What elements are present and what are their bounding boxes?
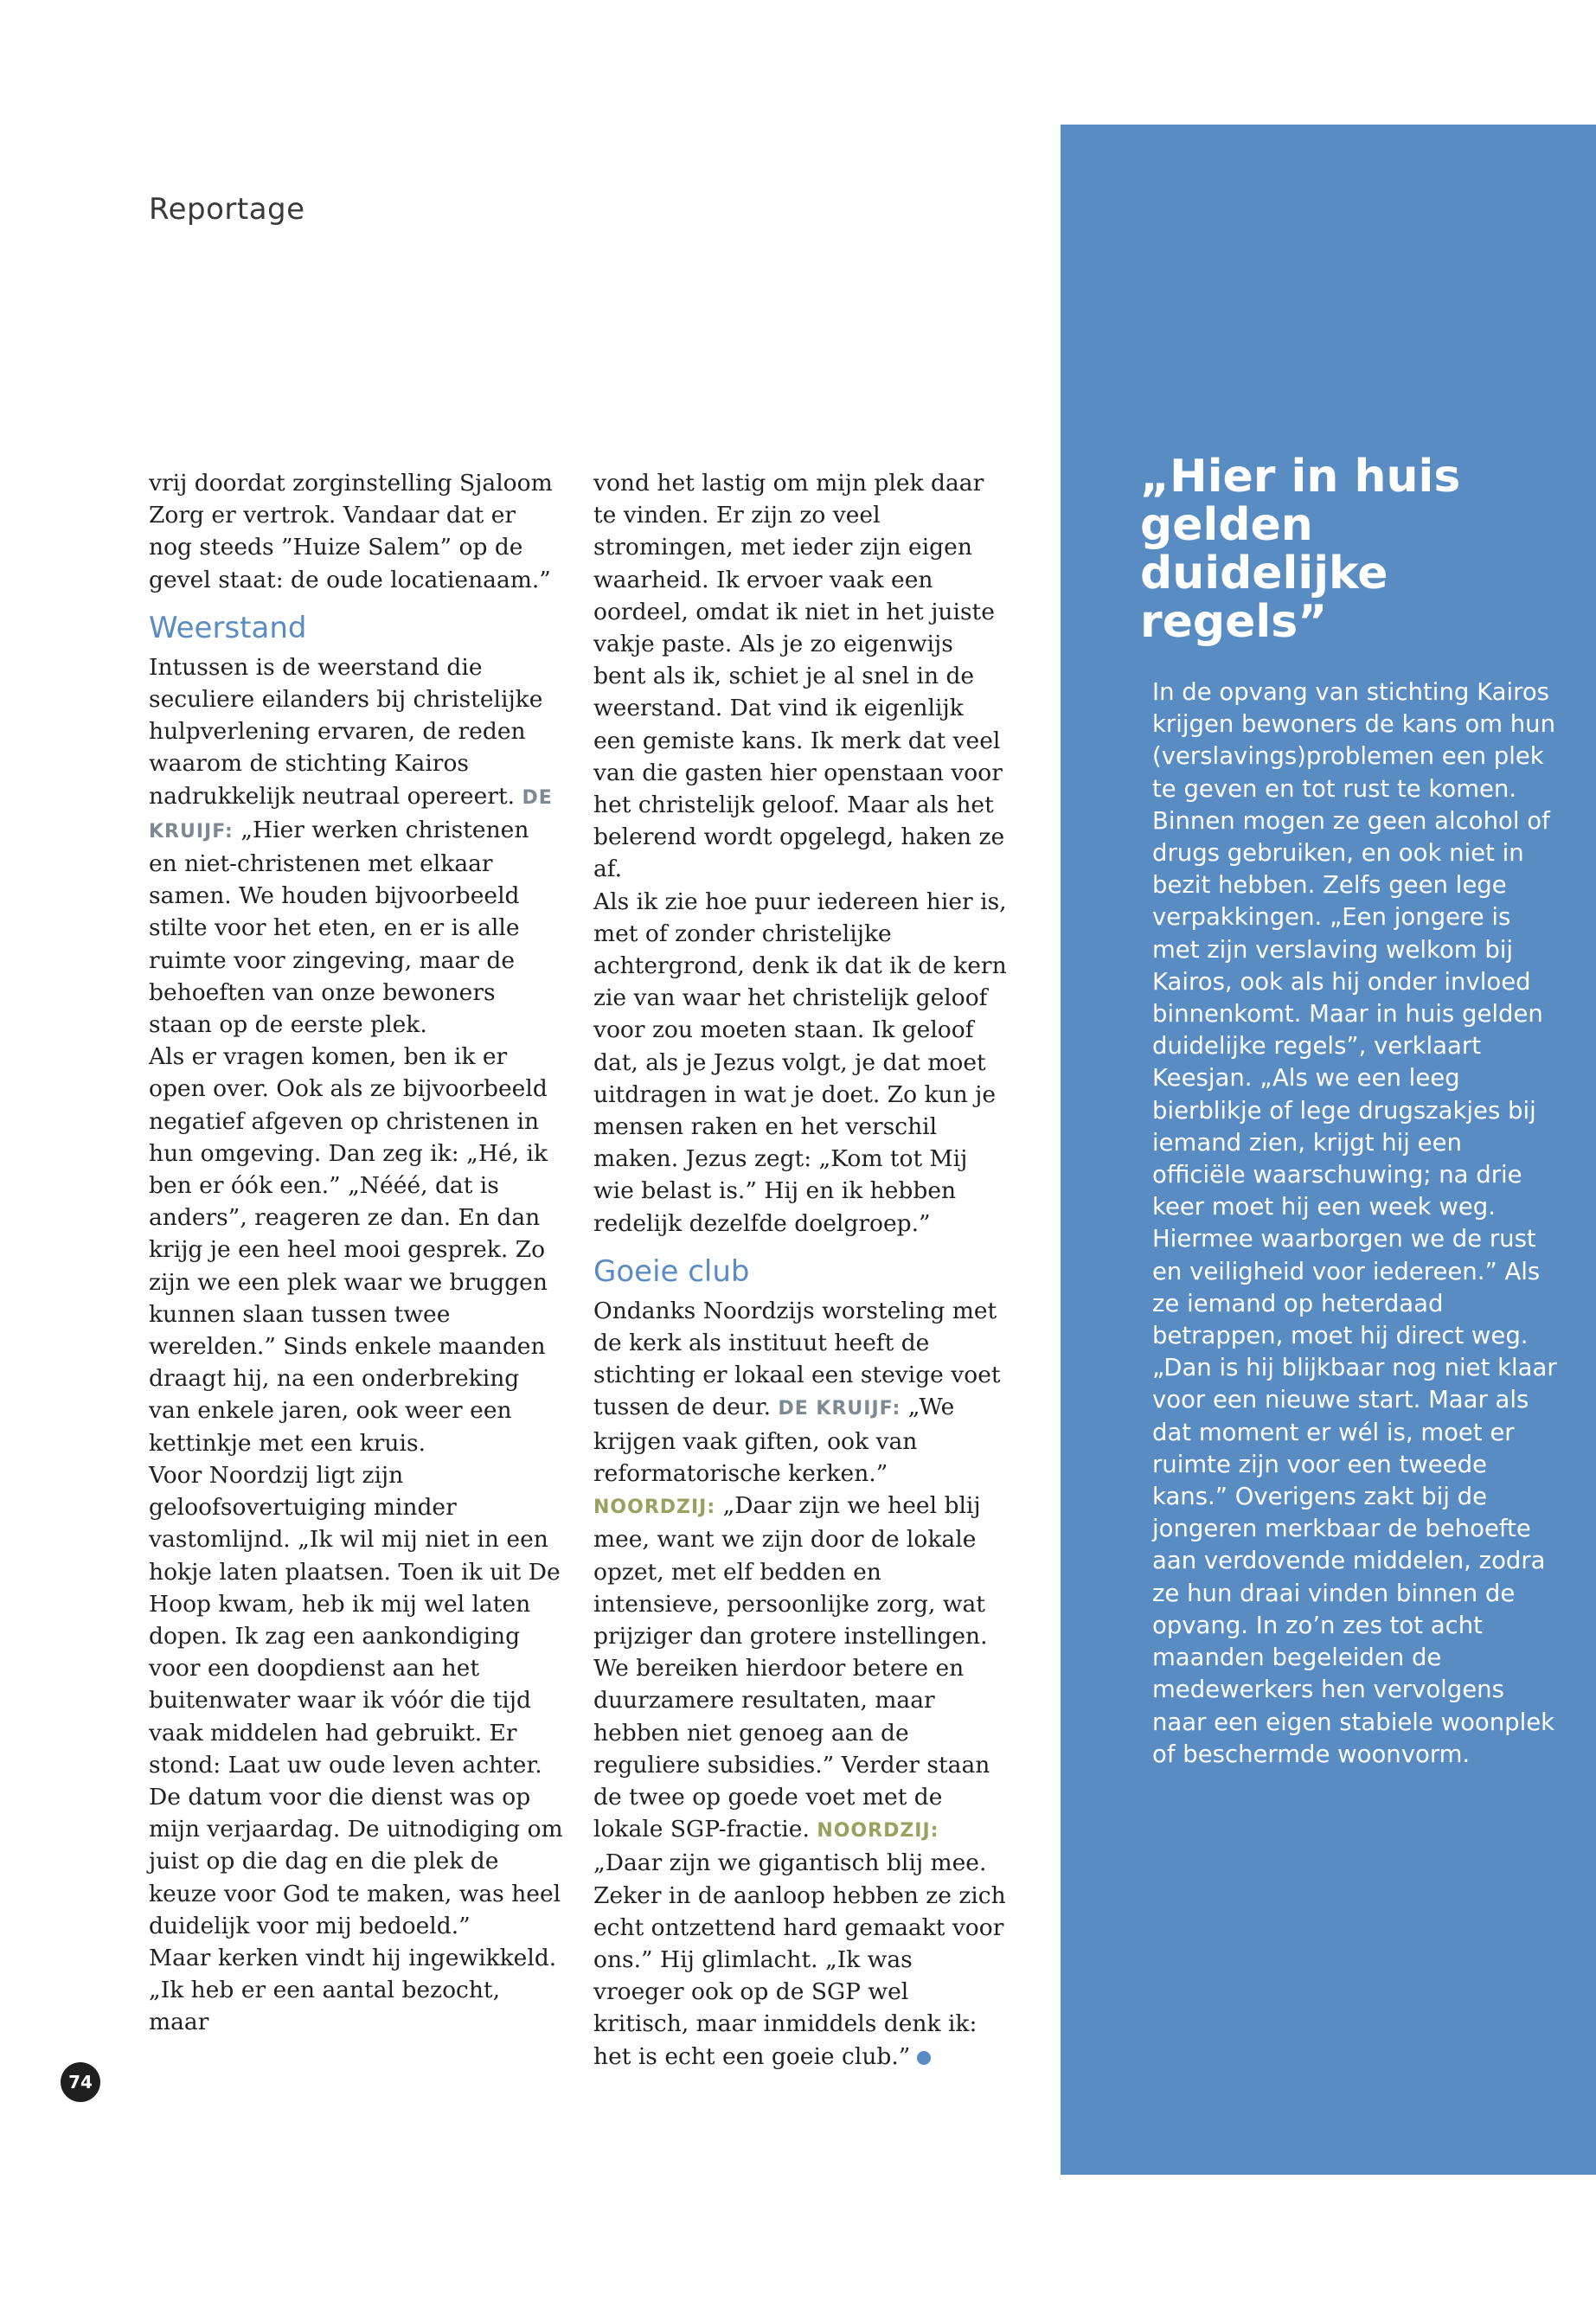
article-column-1 [149, 467, 564, 2039]
speaker-label: NOORDZIJ: [817, 1820, 939, 1843]
speaker-label: NOORDZIJ: [593, 1497, 716, 1519]
page-number: 74 [61, 2062, 100, 2102]
sidebar-pull-quote: „Hier in huis gelden duidelijke regels” [1140, 451, 1461, 648]
paragraph: Voor Noordzij ligt zijn geloofsovertuiging minder vastomlijnd. „Ik wil mij niet in een hokje laten plaatsen. Toen ik uit De Hoop kwam, heb ik mij wel laten dopen. Ik zag een aankondiging voor een doopdienst aan het buitenwater waar ik vóór die tijd vaak middelen had gebruikt. Er stond: Laat uw oude leven achter. De datum voor die dienst was op mijn verjaardag. De uitnodiging om juist op die dag en die plek de keuze voor God te maken, was heel duidelijk voor mij bedoeld.” [149, 1461, 563, 1939]
paragraph-text: Intussen is de weerstand die seculiere eilanders bij christelijke hulpverlening ervaren, de reden waarom de stichting Kairos nadrukkelijk neutraal opereert. [149, 653, 543, 810]
paragraph [593, 1295, 1007, 2073]
article-column-2 [593, 467, 1007, 2073]
sidebar-text: In de opvang van stichting Kairos krijgen bewoners de kans om hun (verslavings)problemen een plek te geven en tot rust te komen. Binnen mogen ze geen alcohol of drugs gebruiken, en ook niet in bezit hebben. Zelfs geen lege verpakkingen. „Een jongere is met zijn verslaving welkom bij Kairos, ook als hij onder invloed binnenkomt. Maar in huis gelden duidelijke regels”, verklaart Keesjan. „Als we een leeg bierblikje of lege drugszakjes bij iemand zien, krijgt hij een officiële waarschuwing; na drie keer moet hij een week weg. Hiermee waarborgen we de rust en veiligheid voor iedereen.” Als ze iemand op heterdaad betrappen, moet hij direct weg. „Dan is hij blijkbaar nog niet klaar voor een nieuwe start. Maar als dat moment er wél is, moet er ruimte zijn voor een tweede kans.” Overigens zakt bij de jongeren merkbaar de behoefte aan verdovende middelen, zodra ze hun draai vinden binnen de opvang. In zo’n zes tot acht maanden begeleiden de medewerkers hen vervolgens naar een eigen stabiele woonplek of beschermde woonvorm. [1152, 678, 1557, 1768]
paragraph: Als ik zie hoe puur iedereen hier is, met of zonder christelijke achtergrond, denk ik dat ik de kern zie van waar het christelijk geloof voor zou moeten staan. Ik geloof dat, als je Jezus volgt, je dat moet uitdragen in wat je doet. Zo kun je mensen raken en het verschil maken. Jezus zegt: „Kom tot Mij wie belast is.” Hij en ik hebben redelijk dezelfde doelgroep.” [593, 888, 1007, 1237]
paragraph: vrij doordat zorginstelling Sjaloom Zorg er vertrok. Vandaar dat er nog steeds ”Huize Salem” op de gevel staat: de oude locatienaam.” [149, 470, 553, 593]
subheading-goeie-club: Goeie club [593, 1253, 750, 1289]
section-label: Reportage [149, 192, 305, 227]
paragraph-text: Ondanks Noordzijs worsteling met de kerk als instituut heeft de stichting er lokaal een stevige voet tussen de deur. [593, 1297, 1001, 1421]
paragraph: vond het lastig om mijn plek daar te vinden. Er zijn zo veel stromingen, met ieder zijn eigen waarheid. Ik ervoer vaak een oordeel, omdat ik niet in het juiste vakje paste. Als je zo eigenwijs bent als ik, schiet je al snel in de weerstand. Dat vind ik eigenlijk een gemiste kans. Ik merk dat veel van die gasten hier openstaan voor het christelijk geloof. Maar als het belerend wordt opgelegd, haken ze af. [593, 470, 1005, 883]
paragraph: Als er vragen komen, ben ik er open over. Ook als ze bijvoorbeeld negatief afgeven op christenen in hun omgeving. Dan zeg ik: „Hé, ik ben er óók een.” „Nééé, dat is anders”, reageren ze dan. En dan krijg je een heel mooi gesprek. Zo zijn we een plek waar we bruggen kunnen slaan tussen twee werelden.” Sinds enkele maanden draagt hij, na een onderbreking van enkele jaren, ook weer een kettinkje met een kruis. [149, 1043, 548, 1457]
paragraph-text: „Daar zijn we heel blij mee, want we zijn door de lokale opzet, met elf bedden en intensieve, persoonlijke zorg, wat prijziger dan grotere instellingen. We bereiken hierdoor betere en duurzamere resultaten, maar hebben niet genoeg aan de reguliere subsidies.” Verder staan de twee op goede voet met de lokale SGP-fractie. [593, 1492, 990, 1843]
paragraph-text: „We krijgen vaak giften, ook van reformatorische kerken.” [593, 1394, 955, 1487]
paragraph-text: „Hier werken christenen en niet-christenen met elkaar samen. We houden bijvoorbeeld stilte voor het eten, en er is alle ruimte voor zingeving, maar de behoeften van onze bewoners staan op de eerste plek. [149, 816, 529, 1039]
paragraph: Maar kerken vindt hij ingewikkeld. „Ik heb er een aantal bezocht, maar [149, 1944, 557, 2036]
speaker-label: DE KRUIJF: [778, 1398, 901, 1420]
end-of-article-dot [917, 2051, 931, 2065]
paragraph-text: „Daar zijn we gigantisch blij mee. Zeker in de aanloop hebben ze zich echt ontzettend hard gemaakt voor ons.” Hij glimlacht. „Ik was vroeger ook op de SGP wel kritisch, maar inmiddels denk ik: het is echt een goeie club.” [593, 1849, 1006, 2070]
paragraph [149, 651, 564, 1041]
speaker-label: DE KRUIJF: [149, 786, 553, 843]
subheading-weerstand: Weerstand [149, 610, 307, 645]
